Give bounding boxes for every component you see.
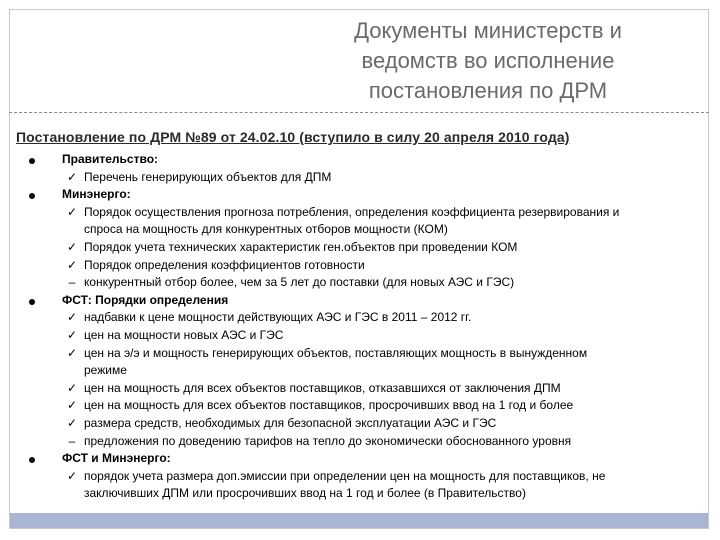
- title-line-3: постановления по ДРМ: [368, 78, 608, 103]
- list-item-text: предложения по доведению тарифов на тепло до экономически обоснованного уровня: [84, 433, 572, 448]
- bullet-dot-icon: [29, 158, 35, 164]
- title-line-2: ведомств во исполнение: [361, 48, 615, 73]
- checkmark-icon: ✓: [66, 345, 78, 360]
- dashed-divider: [9, 112, 709, 113]
- bullet-dot-icon: [29, 457, 35, 463]
- list-item: [18, 433, 708, 451]
- list-item-text: конкурентный отбор более, чем за 5 лет до поставки (для новых АЭС и ГЭС): [84, 275, 515, 290]
- section-heading: [18, 151, 708, 169]
- section-heading-text: Минэнерго:: [62, 187, 131, 202]
- bullet-dot-icon: [29, 299, 35, 305]
- list-item-text: Перечень генерирующих объектов для ДПМ: [84, 169, 332, 184]
- checkmark-icon: ✓: [66, 204, 78, 219]
- section-heading-text: Правительство:: [62, 152, 159, 166]
- section-heading: [18, 292, 708, 310]
- checkmark-icon: ✓: [66, 169, 78, 184]
- list-item: [18, 397, 708, 415]
- list-item-text: режиме: [84, 363, 127, 378]
- checkmark-icon: ✓: [66, 327, 78, 342]
- content-list: [18, 151, 708, 503]
- list-item-text: Порядок осуществления прогноза потребления, определения коэффициента резервирования и: [84, 204, 620, 219]
- list-item: [18, 257, 708, 275]
- checkmark-icon: ✓: [66, 239, 78, 254]
- list-item: [18, 468, 708, 503]
- list-item: [18, 239, 708, 257]
- checkmark-icon: ✓: [66, 380, 78, 395]
- list-item-text: порядок учета размера доп.эмиссии при определении цен на мощность для поставщиков, не: [84, 468, 606, 483]
- list-item-text: цен на мощность для всех объектов поставщиков, просрочивших ввод на 1 год и более: [84, 398, 574, 413]
- list-item-text: цен на э/э и мощность генерирующих объектов, поставляющих мощность в вынужденном: [84, 345, 588, 360]
- list-item-text: цен на мощности новых АЭС и ГЭС: [84, 327, 284, 342]
- checkmark-icon: ✓: [66, 468, 78, 483]
- list-item-text: цен на мощность для всех объектов поставщиков, отказавшихся от заключения ДПМ: [84, 380, 561, 395]
- checkmark-icon: ✓: [66, 310, 78, 325]
- checkmark-icon: ✓: [66, 257, 78, 272]
- list-item-text: надбавки к цене мощности действующих АЭС и ГЭС в 2011 – 2012 гг.: [84, 310, 472, 325]
- list-item: [18, 169, 708, 187]
- section-heading-text: ФСТ: Порядки определения: [62, 292, 229, 307]
- checkmark-icon: ✓: [66, 415, 78, 430]
- list-item: [18, 204, 708, 239]
- section-heading: [18, 450, 708, 468]
- list-item: [18, 274, 708, 292]
- checkmark-icon: ✓: [66, 398, 78, 413]
- list-item-text: заключивших ДПМ или просрочивших ввод на 1 год и более (в Правительство): [84, 486, 526, 501]
- list-item-text: размера средств, необходимых для безопасной эксплуатации АЭС и ГЭС: [84, 415, 497, 430]
- title-line-1: Документы министерств и: [354, 18, 622, 43]
- section-heading: [18, 186, 708, 204]
- dash-icon: –: [68, 433, 76, 448]
- slide-title: [328, 16, 648, 106]
- dash-icon: –: [68, 275, 76, 290]
- section-heading-text: ФСТ и Минэнерго:: [62, 451, 171, 466]
- list-item: [18, 380, 708, 398]
- bottom-bar: [10, 513, 708, 528]
- list-item-text: Порядок определения коэффициентов готовности: [84, 257, 365, 272]
- list-item: [18, 327, 708, 345]
- bullet-dot-icon: [29, 193, 35, 199]
- decree-subtitle: Постановление по ДРМ №89 от 24.02.10 (вступило в силу 20 апреля 2010 года): [16, 129, 570, 145]
- list-item: [18, 415, 708, 433]
- list-item: [18, 309, 708, 327]
- list-item-text: спроса на мощность для конкурентных отборов мощности (КОМ): [84, 222, 448, 237]
- list-item: [18, 345, 708, 380]
- list-item-text: Порядок учета технических характеристик ген.объектов при проведении КОМ: [84, 239, 518, 254]
